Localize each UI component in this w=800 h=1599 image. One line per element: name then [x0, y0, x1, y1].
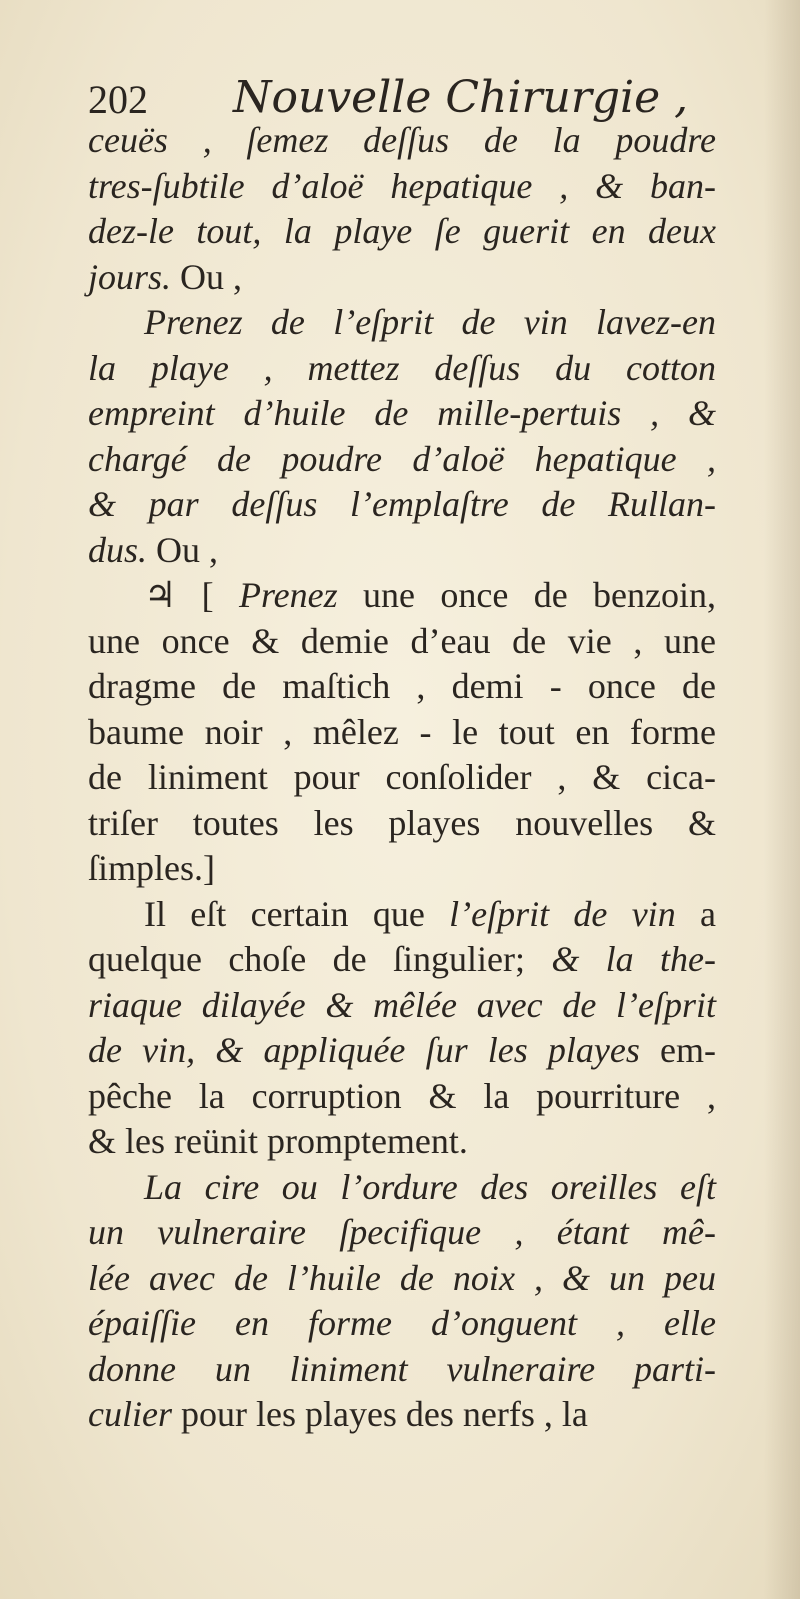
italic-text: jours.: [88, 256, 172, 297]
italic-text: & par deſſus l’emplaſtre de Rullan-: [88, 484, 716, 524]
text-line: [88, 209, 716, 255]
italic-text: empreint d’huile de mille-pertuis , &: [88, 393, 716, 433]
roman-text: Il eſt certain que: [144, 893, 450, 934]
text-line: [88, 755, 716, 801]
roman-text: quelque choſe de ſingulier;: [88, 939, 552, 979]
italic-text: Prenez: [239, 575, 338, 615]
roman-text: une once & demie d’eau de vie , une: [88, 620, 716, 661]
roman-text: ♃ [: [144, 575, 240, 615]
text-line: [88, 801, 716, 847]
text-line: [88, 1165, 716, 1211]
italic-text: de vin, & appliquée ſur les playes: [88, 1030, 640, 1070]
roman-text: pêche la corruption & la pourriture ,: [88, 1075, 716, 1116]
text-line: [88, 892, 716, 938]
italic-text: chargé de poudre d’aloë hepatique ,: [88, 438, 716, 479]
roman-text: baume noir , mêlez - le tout en forme: [88, 711, 716, 752]
roman-text: triſer toutes les playes nouvelles &: [88, 802, 716, 843]
roman-text: ſimples.]: [88, 848, 215, 888]
text-line: [88, 1392, 716, 1438]
roman-text: de liniment pour conſolider , & cica-: [88, 757, 716, 797]
text-line: [88, 1256, 716, 1302]
text-line: [88, 983, 716, 1029]
text-line: [88, 528, 716, 574]
roman-text: a: [675, 893, 716, 934]
italic-text: dus.: [88, 529, 148, 570]
roman-text: dragme de maſtich , demi - once de: [88, 666, 716, 706]
roman-text: & les reünit promptement.: [88, 1121, 468, 1161]
roman-text: pour les playes des nerfs , la: [171, 1394, 588, 1434]
italic-text: lée avec de l’huile de noix , & un peu: [88, 1257, 716, 1298]
text-line: [88, 619, 716, 665]
text-line: [88, 391, 716, 437]
italic-text: donne un liniment vulneraire parti-: [88, 1348, 716, 1389]
roman-text: em-: [639, 1030, 716, 1070]
text-line: [88, 1347, 716, 1393]
italic-text: ceuës , ſemez deſſus de la poudre: [88, 120, 716, 160]
roman-text: Ou ,: [171, 256, 243, 297]
italic-text: épaiſſie en forme d’onguent , elle: [88, 1303, 716, 1343]
italic-text: dez-le tout, la playe ſe guerit en deux: [88, 211, 716, 251]
page-edge-shadow: [764, 0, 800, 1599]
text-line: [88, 1119, 716, 1165]
text-line: [88, 164, 716, 210]
text-line: [88, 573, 716, 619]
roman-text: Ou ,: [147, 529, 219, 570]
text-line: [88, 1074, 716, 1120]
italic-text: & la the-: [551, 939, 716, 979]
italic-text: un vulneraire ſpecifique , étant mê-: [88, 1212, 716, 1252]
text-line: [88, 482, 716, 528]
page-number: 202: [88, 77, 148, 122]
text-line: [88, 118, 716, 164]
text-line: [88, 710, 716, 756]
text-line: [88, 664, 716, 710]
italic-text: Prenez de l’eſprit de vin lavez-en: [144, 302, 716, 342]
text-line: [88, 300, 716, 346]
text-line: [88, 1301, 716, 1347]
text-line: [88, 1028, 716, 1074]
italic-text: l’eſprit de vin: [449, 893, 676, 934]
italic-text: La cire ou l’ordure des oreilles eſt: [144, 1166, 716, 1207]
text-line: [88, 846, 716, 892]
italic-text: tres-ſubtile d’aloë hepatique , & ban-: [88, 165, 716, 206]
italic-text: culier: [88, 1394, 172, 1434]
text-line: [88, 937, 716, 983]
text-line: [88, 255, 716, 301]
text-line: [88, 437, 716, 483]
roman-text: une once de benzoin,: [337, 575, 717, 615]
body-text: [88, 118, 716, 1438]
italic-text: la playe , mettez deſſus du cotton: [88, 347, 716, 388]
text-line: [88, 346, 716, 392]
running-title: Nouvelle Chirurgie ,: [233, 72, 689, 123]
italic-text: riaque dilayée & mêlée avec de l’eſprit: [88, 984, 716, 1025]
text-line: [88, 1210, 716, 1256]
